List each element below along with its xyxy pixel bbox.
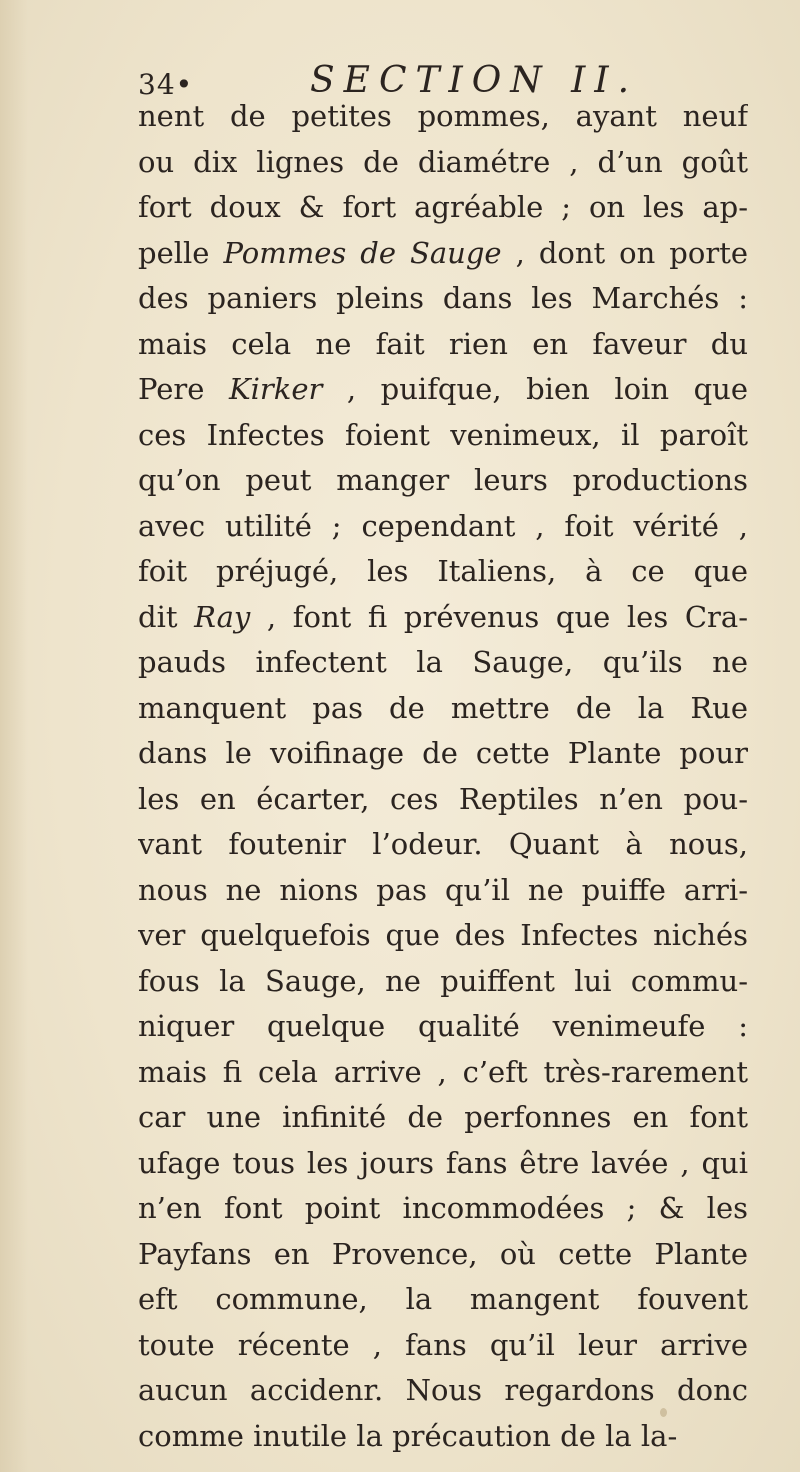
text-segment: , puifque, bien loin que [322, 372, 748, 406]
text-line [138, 1095, 748, 1141]
text-line [138, 140, 748, 186]
text-segment: mais cela ne fait rien en faveur du [138, 326, 748, 361]
text-segment: dit [138, 599, 195, 634]
text-line [138, 1323, 748, 1369]
text-line [138, 1414, 748, 1460]
text-segment: nous ne nions pas qu’il ne puiffe arri- [138, 872, 748, 907]
text-line [138, 1232, 748, 1278]
text-segment: ou dix lignes de diamétre , d’un goût [138, 144, 748, 179]
text-line [138, 1141, 748, 1187]
text-segment: des paniers pleins dans les Marchés : [138, 281, 748, 315]
text-segment: avec utilité ; cependant , foit vérité , [138, 508, 748, 543]
text-segment: pauds infectent la Sauge, qu’ils ne [138, 645, 748, 679]
text-segment: ufage tous les jours fans être lavée , qui [138, 1145, 748, 1180]
text-line [138, 231, 748, 277]
text-line [138, 1186, 748, 1232]
text-segment: qu’on peut manger leurs productions [138, 463, 748, 497]
text-segment: , dont on porte [501, 235, 748, 270]
text-line [138, 458, 748, 504]
text-line [138, 822, 748, 868]
text-segment: eft commune, la mangent fouvent [138, 1282, 748, 1316]
text-segment: foit préjugé, les Italiens, à ce que [138, 554, 748, 588]
page-gutter-shadow [0, 0, 28, 1472]
text-segment: vant foutenir l’odeur. Quant à nous, [138, 827, 748, 861]
text-line [138, 1368, 748, 1414]
page-number: 34• [138, 68, 194, 101]
text-line [138, 731, 748, 777]
body-text [138, 94, 748, 1459]
text-segment: aucun accidenr. Nous regardons donc [138, 1373, 748, 1407]
paper-spot [660, 1408, 667, 1417]
text-segment: comme inutile la précaution de la la- [138, 1418, 678, 1453]
text-segment: nent de petites pommes, ayant neuf [138, 99, 748, 133]
text-line [138, 1004, 748, 1050]
text-segment: ver quelquefois que des Infectes nichés [138, 918, 748, 952]
text-line [138, 913, 748, 959]
italic-term: Kirker [228, 372, 323, 406]
text-line [138, 413, 748, 459]
text-line [138, 94, 748, 140]
text-segment: car une infinité de perfonnes en font [138, 1100, 748, 1134]
text-line [138, 276, 748, 322]
text-segment: fous la Sauge, ne puiffent lui commu- [138, 963, 748, 998]
text-line [138, 686, 748, 732]
text-line [138, 549, 748, 595]
text-segment: manquent pas de mettre de la Rue [138, 690, 748, 725]
text-segment: Payfans en Provence, où cette Plante [138, 1236, 748, 1271]
text-segment: niquer quelque qualité venimeufe : [138, 1009, 748, 1043]
text-segment: ces Infectes foient venimeux, il paroît [138, 417, 748, 452]
text-line [138, 322, 748, 368]
text-segment: les en écarter, ces Reptiles n’en pou- [138, 781, 748, 816]
text-segment: fort doux & fort agréable ; on les ap- [138, 190, 748, 224]
text-line [138, 367, 748, 413]
text-line [138, 777, 748, 823]
text-segment: n’en font point incommodées ; & les [138, 1191, 748, 1225]
text-line [138, 504, 748, 550]
italic-term: Pommes de Sauge [223, 235, 502, 270]
text-segment: pelle [138, 235, 224, 270]
text-segment: mais fi cela arrive , c’eft très-rarement [138, 1054, 748, 1089]
text-line [138, 185, 748, 231]
text-segment: , font fi prévenus que les Cra- [250, 599, 748, 634]
text-line [138, 959, 748, 1005]
text-line [138, 1050, 748, 1096]
italic-term: Ray [194, 599, 251, 634]
text-line [138, 1277, 748, 1323]
text-line [138, 868, 748, 914]
text-segment: dans le voifinage de cette Plante pour [138, 736, 748, 770]
text-segment: toute récente , fans qu’il leur arrive [138, 1327, 748, 1362]
text-segment: Pere [138, 372, 229, 406]
text-line [138, 595, 748, 641]
text-line [138, 640, 748, 686]
running-title: SECTION II. [310, 60, 639, 101]
